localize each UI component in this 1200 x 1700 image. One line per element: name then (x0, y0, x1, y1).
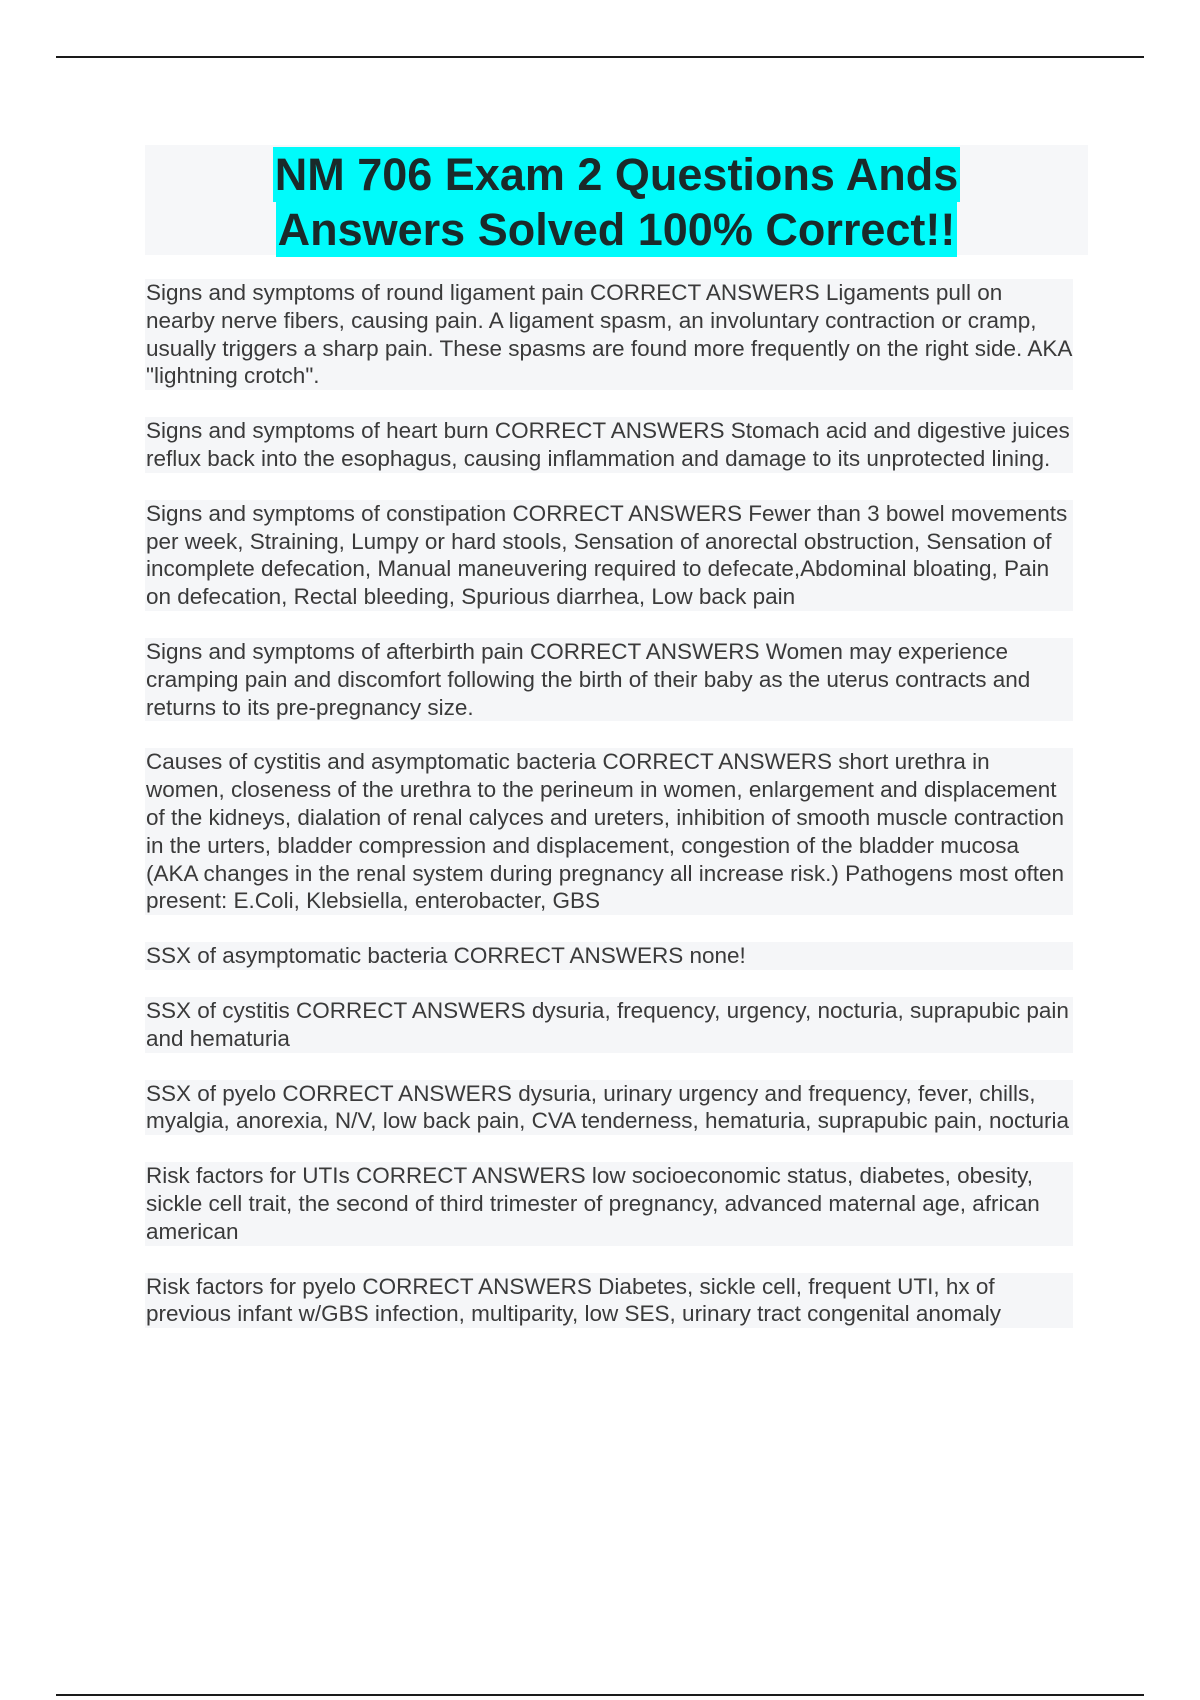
title-line-1: NM 706 Exam 2 Questions Ands (274, 149, 959, 200)
qa-entry-text: Signs and symptoms of round ligament pain CORRECT ANSWERS Ligaments pull on nearby nerve fibers, causing pain. A ligament spasm, an involuntary contraction or cramp, usually triggers a sharp pain. These spasms are found more frequently on the right side. AKA "lightning crotch". (146, 280, 1072, 389)
qa-entry (145, 748, 1073, 915)
qa-entry-text: SSX of asymptomatic bacteria CORRECT ANSWERS none! (146, 943, 746, 969)
document-body (145, 145, 1088, 1355)
qa-entry-text: Risk factors for pyelo CORRECT ANSWERS Diabetes, sickle cell, frequent UTI, hx of previous infant w/GBS infection, multiparity, low SES, urinary tract congenital anomaly (146, 1273, 1001, 1327)
top-rule (56, 56, 1144, 58)
document-title (145, 145, 1088, 255)
qa-entry-text: SSX of pyelo CORRECT ANSWERS dysuria, urinary urgency and frequency, fever, chills, myalgia, anorexia, N/V, low back pain, CVA tenderness, hematuria, suprapubic pain, nocturia (146, 1080, 1070, 1134)
qa-entry (145, 1162, 1073, 1245)
qa-entry (145, 417, 1073, 473)
qa-entry (145, 942, 1073, 970)
title-line-2: Answers Solved 100% Correct!! (277, 204, 956, 255)
qa-entry-text: SSX of cystitis CORRECT ANSWERS dysuria, frequency, urgency, nocturia, suprapubic pain and hematuria (146, 997, 1069, 1051)
qa-entry (145, 638, 1073, 721)
qa-entry (145, 1080, 1073, 1136)
qa-entry-text: Risk factors for UTIs CORRECT ANSWERS low socioeconomic status, diabetes, obesity, sickle cell trait, the second of third trimester of pregnancy, advanced maternal age, african american (146, 1163, 1040, 1244)
qa-entry (145, 997, 1073, 1053)
bottom-rule (56, 1694, 1144, 1696)
qa-entry-text: Causes of cystitis and asymptomatic bacteria CORRECT ANSWERS short urethra in women, closeness of the urethra to the perineum in women, enlargement and displacement of the kidneys, dialation of renal calyces and ureters, inhibition of smooth muscle contraction in the urters, bladder compression and displacement, congestion of the bladder mucosa (AKA changes in the renal system during pregnancy all increase risk.) Pathogens most often present: E.Coli, Klebsiella, enterobacter, GBS (146, 749, 1064, 914)
qa-entry (145, 1273, 1073, 1329)
qa-entry-text: Signs and symptoms of heart burn CORRECT ANSWERS Stomach acid and digestive juices reflux back into the esophagus, causing inflammation and damage to its unprotected lining. (146, 418, 1070, 471)
qa-list (145, 279, 1088, 1328)
qa-entry-text: Signs and symptoms of afterbirth pain CORRECT ANSWERS Women may experience cramping pain and discomfort following the birth of their baby as the uterus contracts and returns to its pre-pregnancy size. (146, 638, 1031, 720)
qa-entry (145, 500, 1073, 611)
qa-entry (145, 279, 1073, 390)
qa-entry-text: Signs and symptoms of constipation CORRECT ANSWERS Fewer than 3 bowel movements per week, Straining, Lumpy or hard stools, Sensation of anorectal obstruction, Sensation of incomplete defecation, Manual maneuvering required to defecate,Abdominal bloating, Pain on defecation, Rectal bleeding, Spurious diarrhea, Low back pain (146, 500, 1068, 610)
